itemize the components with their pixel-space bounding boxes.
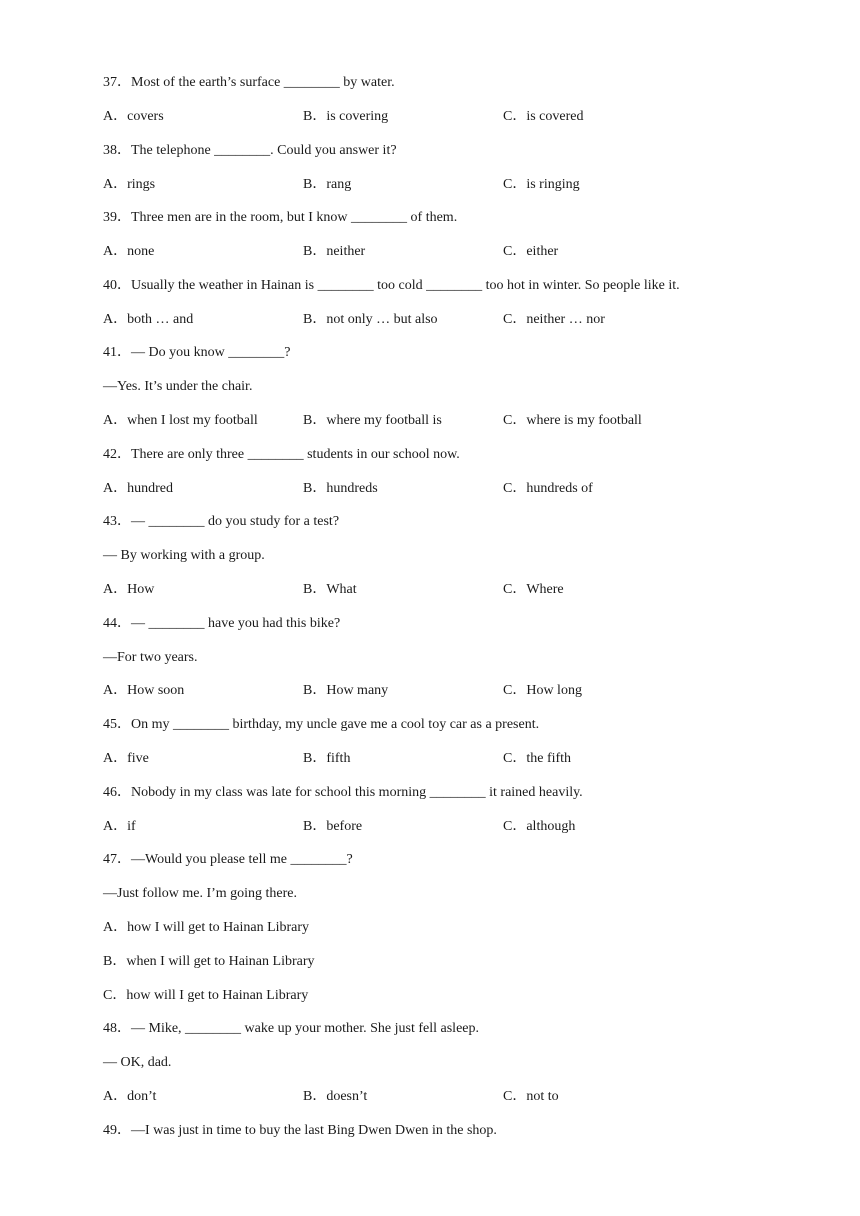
q48-reply: — OK, dad. bbox=[103, 1055, 172, 1070]
q44-option-a: A．How soon bbox=[103, 683, 185, 698]
q47-option-a: A．how I will get to Hainan Library bbox=[103, 920, 310, 935]
q41-option-c: C．where is my football bbox=[503, 413, 642, 428]
q39-option-c: C．either bbox=[503, 244, 559, 259]
q46-option-b: B．before bbox=[303, 819, 363, 834]
q44-option-b: B．How many bbox=[303, 683, 389, 698]
q48-option-b: B．doesn’t bbox=[303, 1089, 368, 1104]
q43-option-c: C．Where bbox=[503, 582, 564, 597]
question-38: 38．The telephone ________. Could you answer it? bbox=[103, 143, 397, 158]
question-40: 40．Usually the weather in Hainan is ________ too cold ________ too hot in winter. So people like it. bbox=[103, 278, 680, 293]
q43-reply: — By working with a group. bbox=[103, 548, 265, 563]
q40-option-c: C．neither … nor bbox=[503, 312, 605, 327]
q38-option-c: C．is ringing bbox=[503, 177, 580, 192]
q40-option-b: B．not only … but also bbox=[303, 312, 438, 327]
question-44: 44．— ________ have you had this bike? bbox=[103, 616, 341, 631]
q37-option-c: C．is covered bbox=[503, 109, 584, 124]
q42-option-b: B．hundreds bbox=[303, 481, 378, 496]
q43-option-b: B．What bbox=[303, 582, 357, 597]
q41-reply: —Yes. It’s under the chair. bbox=[103, 379, 253, 394]
question-41: 41．— Do you know ________? bbox=[103, 345, 291, 360]
question-45: 45．On my ________ birthday, my uncle gave me a cool toy car as a present. bbox=[103, 717, 540, 732]
q43-option-a: A．How bbox=[103, 582, 155, 597]
q48-option-a: A．don’t bbox=[103, 1089, 157, 1104]
q45-option-b: B．fifth bbox=[303, 751, 351, 766]
question-42: 42．There are only three ________ students in our school now. bbox=[103, 447, 460, 462]
question-39: 39．Three men are in the room, but I know ________ of them. bbox=[103, 210, 458, 225]
q44-reply: —For two years. bbox=[103, 650, 198, 665]
q48-option-c: C．not to bbox=[503, 1089, 559, 1104]
question-43: 43．— ________ do you study for a test? bbox=[103, 514, 340, 529]
q47-option-c: C．how will I get to Hainan Library bbox=[103, 988, 309, 1003]
question-48: 48．— Mike, ________ wake up your mother. She just fell asleep. bbox=[103, 1021, 479, 1036]
q47-reply: —Just follow me. I’m going there. bbox=[103, 886, 298, 901]
q41-option-a: A．when I lost my football bbox=[103, 413, 258, 428]
q46-option-c: C．although bbox=[503, 819, 576, 834]
q37-option-a: A．covers bbox=[103, 109, 164, 124]
question-46: 46．Nobody in my class was late for school this morning ________ it rained heavily. bbox=[103, 785, 583, 800]
q45-option-a: A．five bbox=[103, 751, 149, 766]
q40-option-a: A．both … and bbox=[103, 312, 194, 327]
q45-option-c: C．the fifth bbox=[503, 751, 572, 766]
q37-option-b: B．is covering bbox=[303, 109, 389, 124]
question-37: 37．Most of the earth’s surface ________ by water. bbox=[103, 75, 395, 90]
q38-option-a: A．rings bbox=[103, 177, 156, 192]
q46-option-a: A．if bbox=[103, 819, 136, 834]
q42-option-c: C．hundreds of bbox=[503, 481, 593, 496]
q39-option-a: A．none bbox=[103, 244, 155, 259]
q41-option-b: B．where my football is bbox=[303, 413, 442, 428]
question-49: 49．—I was just in time to buy the last Bing Dwen Dwen in the shop. bbox=[103, 1123, 497, 1138]
q44-option-c: C．How long bbox=[503, 683, 582, 698]
question-47: 47．—Would you please tell me ________? bbox=[103, 852, 353, 867]
q47-option-b: B．when I will get to Hainan Library bbox=[103, 954, 315, 969]
q38-option-b: B．rang bbox=[303, 177, 352, 192]
q39-option-b: B．neither bbox=[303, 244, 366, 259]
q42-option-a: A．hundred bbox=[103, 481, 173, 496]
